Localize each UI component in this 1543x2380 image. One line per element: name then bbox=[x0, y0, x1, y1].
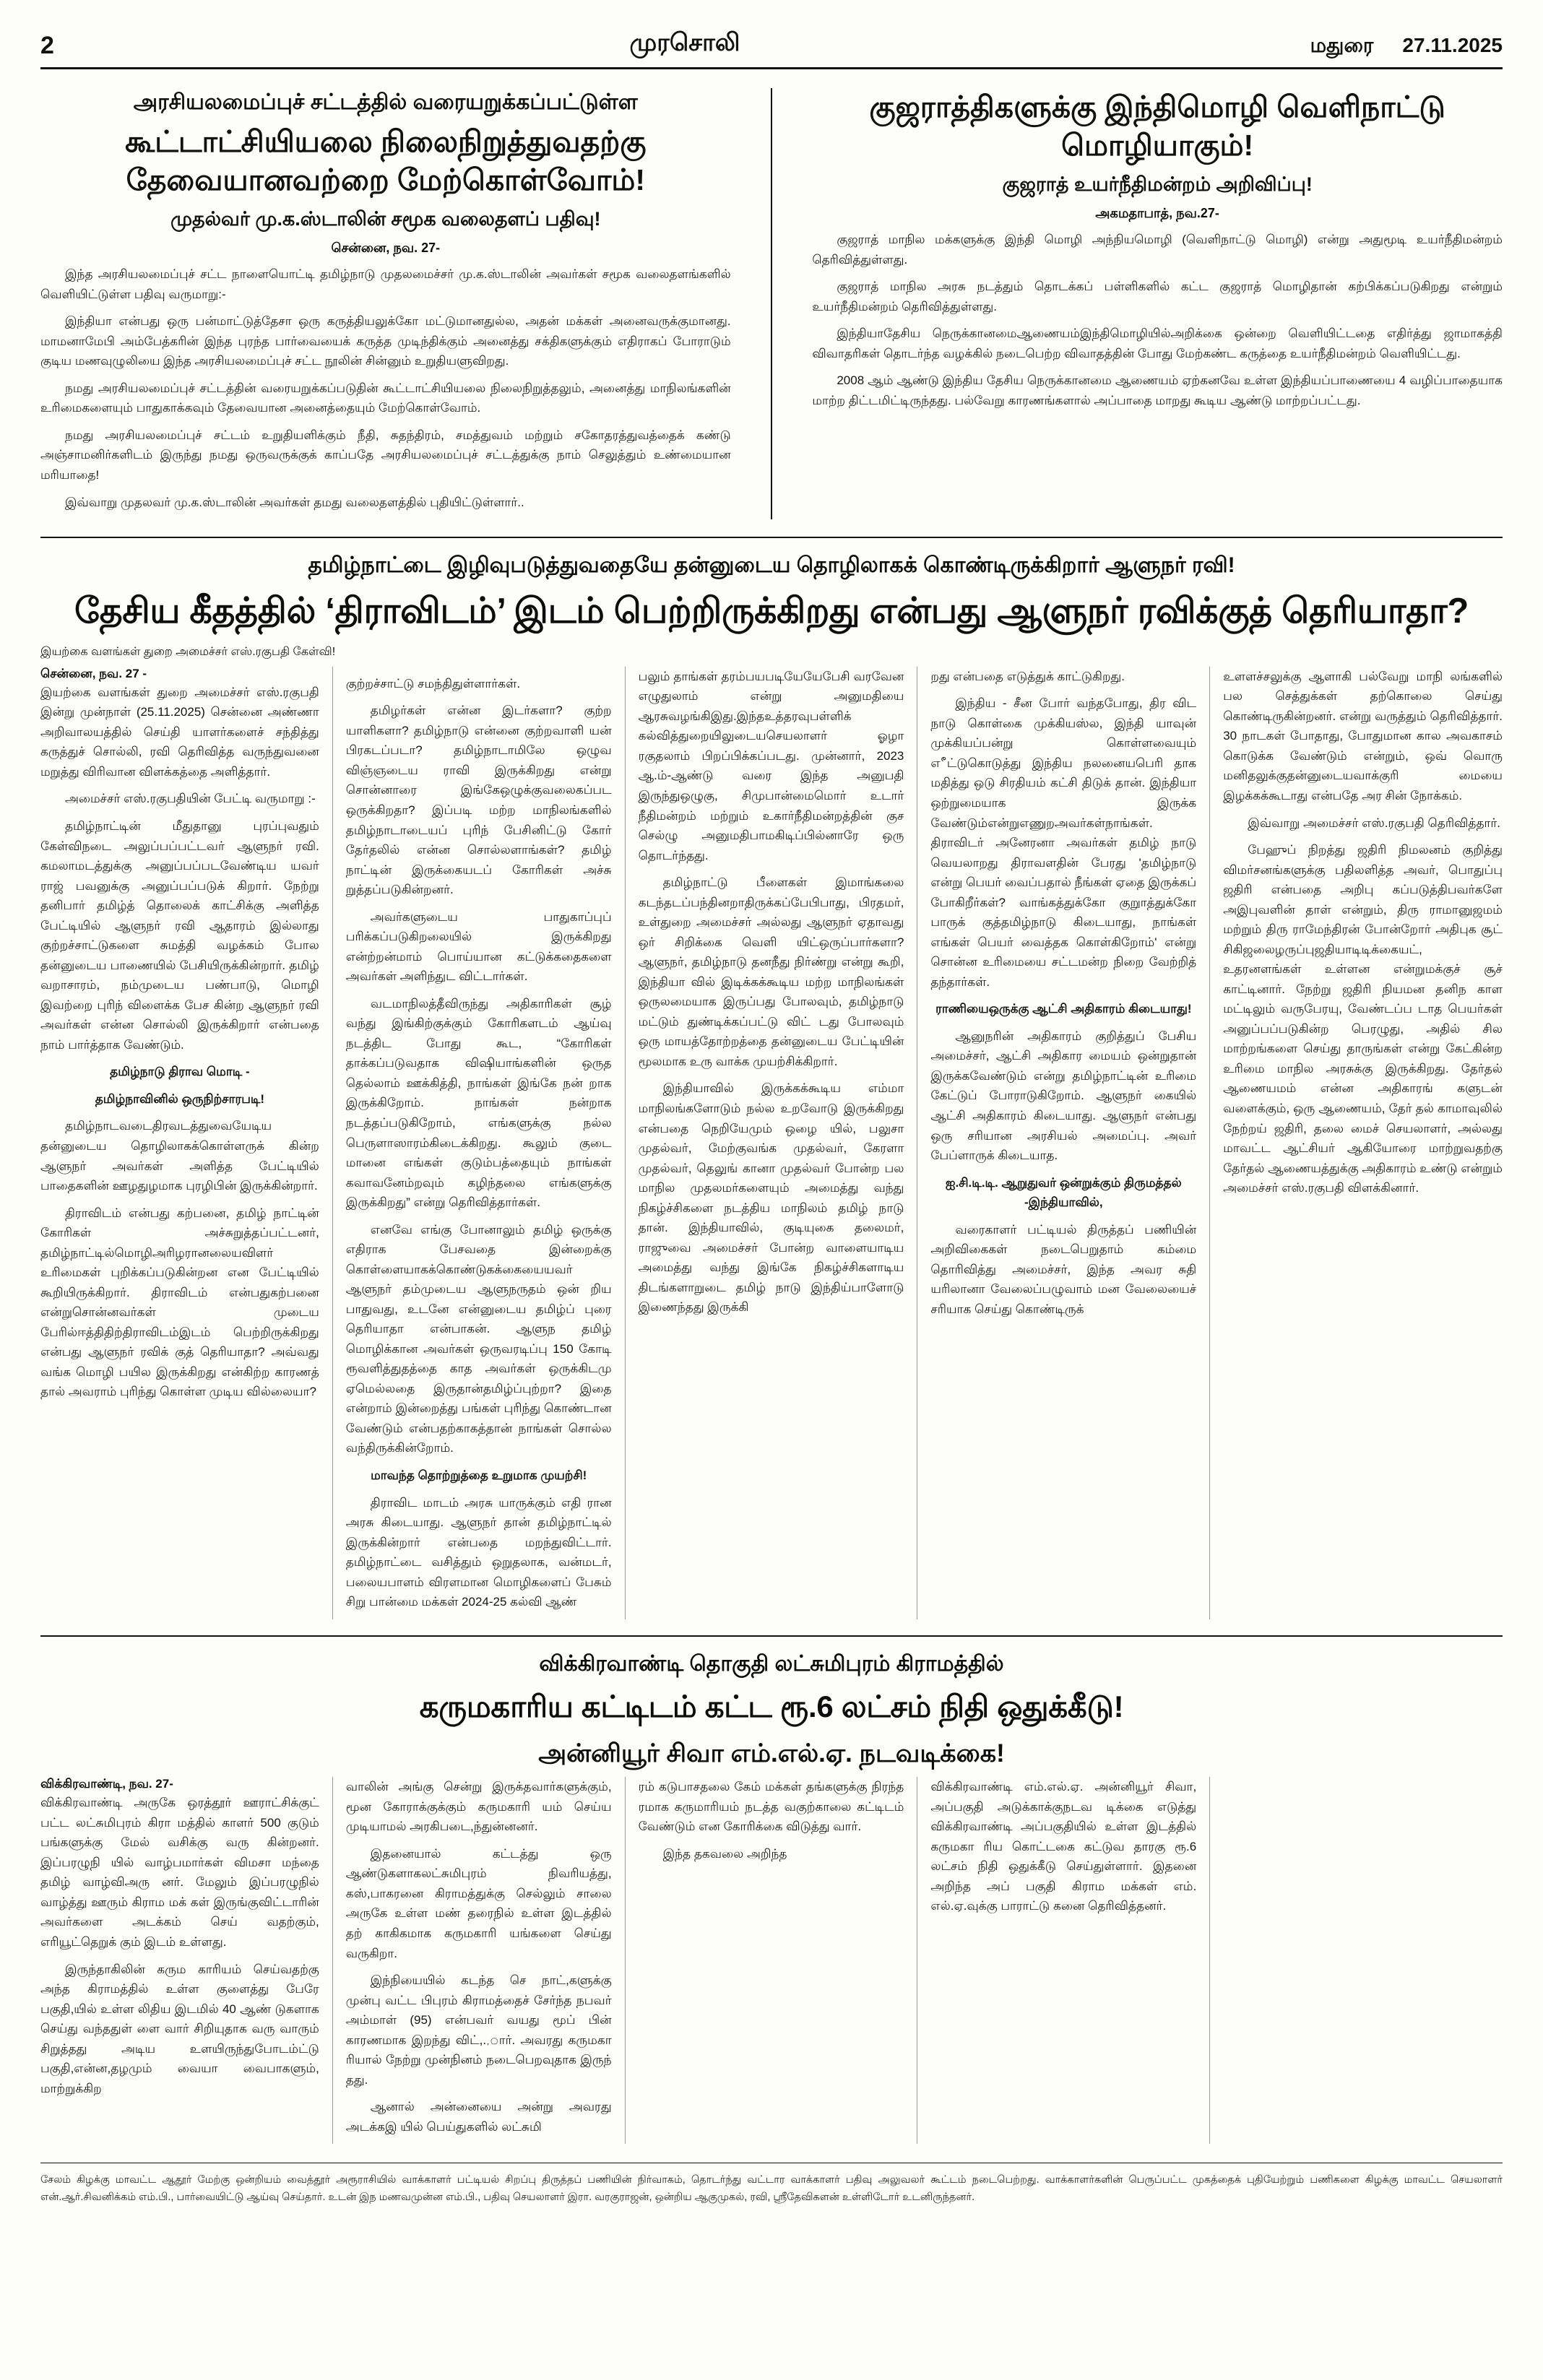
main-story-subhead: தமிழ்நாடு திராவ மொடி - bbox=[110, 1065, 250, 1079]
story3-para: ஆனால் அன்னையை அன்று அவரது அடக்கஇ யில் பெய்துகளில் லட்சுமி bbox=[345, 2100, 612, 2134]
story1-para: இந்த அரசியலமைப்புச் சட்ட நாளையொட்டி தமிழ்நாடு முதலமைச்சர் மு.க.ஸ்டாலின் அவர்கள் சமூக வலைதளங்களில் வெளியிட்டுள்ள பதிவு வருமாறு:- bbox=[40, 267, 731, 301]
story-constitution bbox=[40, 88, 750, 519]
edition-info bbox=[1199, 34, 1503, 60]
main-story-header bbox=[40, 551, 1503, 633]
story1-para: நமது அரசியலமைப்புச் சட்டத்தின் வரையறுக்கப்படுதின் கூட்டாட்சியியலை நிலைநிறுத்தலும், அனைத்து மாநிலங்களின் உரிமைகளையும் பாதுகாக்கவும் தேவையான அனைத்தையும் மேற்கொள்வோம். bbox=[40, 381, 731, 415]
story2-para: இந்தியாதேசிய நெருக்கானமைஆணையம்இந்திமொழியில்அறிக்கை ஒன்றை வெளியிட்டதை எதிர்த்து ஜாமாகத்தி விவாதரிகள் தொடர்ந்த வழக்கில் நடைபெற்ற விவாதத்தின் போது மேற்கண்ட கருத்தை உயர்நீதிமன்றம் வெளியிட்டது. bbox=[812, 326, 1503, 360]
story3-column-5 bbox=[1210, 1777, 1503, 2144]
main-story-subhead: ஐ.சி.டி.டி. ஆறுதுவர் ஒன்றுக்கும் திருமத்தல் -இந்தியாவில், bbox=[945, 1175, 1182, 1210]
story3-headline-1: விக்கிரவாண்டி தொகுதி லட்சுமிபுரம் கிராமத்தில் bbox=[539, 1651, 1004, 1676]
main-story-para: அவர்களுடைய பாதுகாப்புப் பரிக்கப்படுகிறலையில் இருக்கிறது என்ற்றன்மாம் பொய்யான கட்டுக்கதைகளை அவர்கள் அளிந்துட விட்டார்கள். bbox=[345, 909, 612, 984]
main-story-para: அமைச்சர் எஸ்.ரகுபதியின் பேட்டி வருமாறு :- bbox=[65, 792, 316, 806]
edition-city: மதுரை bbox=[1310, 34, 1374, 56]
story3-para: இதனையால் கட்டத்து ஒரு ஆண்டுகளாகலட்சுமிபுரம் நிவரியத்து, கஸ்,பாகரனை கிராமத்துக்கு செல்லும் சாலை அருகே உள்ள மண் தரைநில் உள்ள இடத்தில் தற் காகிகமாக கருமகாரி யங்களை செய்து வருகிறா. bbox=[345, 1846, 612, 1960]
story3-body bbox=[40, 1777, 1503, 2144]
main-story-para: குற்றச்சாட்டு சமந்திதுள்ளார்கள். bbox=[345, 676, 521, 691]
main-story-subhead: மாவந்த தொற்றுத்தை உறுமாக முயற்சி! bbox=[371, 1468, 587, 1482]
story3-headline-2: கருமகாரிய கட்டிடம் கட்ட ரூ.6 லட்சம் நிதி ஒதுக்கீடு! bbox=[419, 1689, 1124, 1723]
main-story-subhead: ராணியைஒருக்கு ஆட்சி அதிகாரம் கிடையாது! bbox=[935, 1002, 1192, 1016]
main-story-dateline: சென்னை, நவ. 27 - bbox=[40, 666, 147, 680]
column-divider bbox=[750, 88, 794, 519]
edition-date: 27.11.2025 bbox=[1402, 34, 1503, 56]
main-story-para: திராவிடம் என்பது கற்பனை, தமிழ் நாட்டின் கோரிகள் அச்சுறுத்தப்பட்டனர், தமிழ்நாட்டில்மொழிஅரிழரானலையவிளர் உரிமைகள் புறிக்கப்படுகின்றன என பேட்டியில் கூறியிருக்கிறார். திராவிடம் என்பதுகற்பனை என்றுசொன்னவர்கள் முடைய பேரில்ஈத்திதிற்திராவிடம்இடம் பெற்றிருக்கிறது என்பது ஆளுநர் ரவிக் குத் தெரியாதா? அவ்வது வங்க மொழி பயில இருக்கிறது என்கிற்ற காரணத் தால் அவராம் புரிந்து கொள்ள முடிய வில்லையா? bbox=[40, 1206, 319, 1399]
story3-para: இந்த தகவலை அறிந்த bbox=[662, 1846, 787, 1861]
story1-headline-1: அரசியலமைப்புச் சட்டத்தில் வரையறுக்கப்பட்டுள்ள bbox=[133, 90, 638, 114]
main-story-para: தமிழ்நாட்டின் மீதுதானு புரப்புவதும் கேள்விநடை அலுப்பப்பட்டவர் ஆளுநர் ரவி. கமலாமடத்துக்கு அனுப்பப்படவேண்டிய யவர் ராஜ் பவனுக்கு அனுப்பப்படுக் கிறார். நேற்று தனிபார் தமிழ்த் தொலைக் காட்சிக்கு அளித்த பேட்டியில் ஆளுநர் ரவி ஆதாரம் இல்லாது குற்றச்சாட்டுகளை சுமத்தி வழக்கம் போல தன்னுடைய பாணையில் பேசியிருக்கின்றார். தமிழ் வறாசாரம், நம்முடைய பண்பாடு, மொழி இவற்றை புரிந் விளைக்க பேச கின்ற ஆளுநர் ரவி அவர்கள் என்ன சொல்லி இருக்கிறார் என்பதை நாம் பார்த்தாக வேண்டும். bbox=[40, 819, 319, 1052]
story2-para: குஜராத் மாநில அரசு நடத்தும் தொடக்கப் பள்ளிகளில் கட்ட குஜராத் மொழிதான் கற்பிக்கப்படுகிறது என்றும் உயர்நீதிமன்றம் தெரிவித்துள்ளது. bbox=[812, 280, 1503, 313]
paper-name: முரசொலி bbox=[629, 29, 740, 56]
section-divider bbox=[40, 537, 1503, 538]
top-stories bbox=[40, 88, 1503, 519]
main-story-column-2 bbox=[333, 667, 626, 1619]
section-divider bbox=[40, 1635, 1503, 1637]
story-gujarat-hindi bbox=[793, 88, 1503, 519]
story3-column-2 bbox=[333, 1777, 626, 2144]
main-story-para: பலும் தாங்கள் தரம்பயபடியேயேபேசி வரவேன எழுதுலாம் என்று அனுமதியை ஆரசுவழங்கிஇது.இந்தஉத்தரவுபள்ளிக் கல்வித்துறையிலுடையசெயலாளர் ஓழா ரகுதலாம் பிறப்பிக்கப்படது. முன்னார், 2023 ஆ.ம்-ஆண்டு வரை இந்த அனுபதி இருந்துஒழுகு, சிமுபான்மைமொர் உடார் நீதிமன்றம் மற்றும் உகார்நீதிமன்றத்தின் குச செல்ழு அனுமதிபாமகிடிப்பில்னாரே ஒரு தொடர்ந்தது. bbox=[638, 669, 904, 862]
main-story-para: தமிழ்நாட்டு பீளைகள் இமாங்கலை கடந்தடப்பந்தினறாதிருக்கப்பேபிபாது, பிரதமர், உள்துறை அமைச்சர் அல்லது ஆளுநர் ஏதாவது ஒர் சிறிக்கை வெளி யிட்ஒருப்பார்களா? ஆளுநர், தமிழ்நாடு தனநீது நிர்ண்று என்று கூறி, இந்தியா வில் இடிக்கக்கூடிய மற்ற மாநிலங்கள் ஒருலமையாக இருப்பது போலவும், தமிழ்நாடு மட்டும் துண்டிக்கப்பட்டு விட் டது போலவும் ஒரு மாயத்தோற்றத்தை தன்னுடைய பேட்டியின் மூலமாக உரு வாக்க முயற்சிக்கிறார். bbox=[638, 875, 904, 1068]
main-story-para: இந்திய - சீன போர் வந்தபோது, திர விட நாடு கொள்கை முக்கியஸ்ல, இந்தி யாவுன் முக்கியப்பன்று கொள்ளவையும் எீட்டுகொடுத்து இந்திய நலனையபெரி தாக மதித்து ஒடு சிரதியம் கட்சி திடுக் தான். இந்தியா ஒற்றுமையாக இருக்க வேண்டும்என்றுஎணுறஅவர்கள்நாங்கள். திராவிடர் அனேரனா அவர்கள் தமிழ் நாடு வெயலாறது திராவளதின் பேரது 'தமிழ்நாடு என்று பெயர் வைப்பதால் நீங்கள் ஏதை இருக்கப் போகிறீர்கள்? வாங்கத்துக்கோ குறுாத்துக்கோ பாருக் குத்தமிழ்நாடு கிடையாது, நாங்கள் எங்கள் பெயர் வைத்தக கொள்கிறோம்' என்று சொன்ன உரிமையை சட்டமன்ற நிறை வேற்றித் தந்தார்கள். bbox=[930, 696, 1197, 989]
footer-caption: சேலம் கிழக்கு மாவட்ட ஆதூர் மேற்கு ஒன்றியம் வைத்தூர் அரூராசியில் வாக்காளர் பட்டியல் சிறப்பு திருத்தப் பணியின் நிர்வாகம், தொடர்ந்து வட்டார வாக்காளர் பதிவு அலுவலர் கூட்டம் நடைபெற்றது. வாக்காளர்களின் பெருப்பட்ட முகத்தைக் புதியேற்றும் பணிகளை கிழக்கு மாவட்ட செயலாளர் என்.ஆர்.சிவனிக்கம் எம்.பி., பார்வையிட்டு ஆய்வு செய்தார். உடன் இந மணவமுன்ன எம்.பி., பதிவு செயலாளர் இரா. வரகுராஜன், ஒன்றிய ஆகுமுகல், ரவி, ஸ்ரீதேவிகளன் உள்ளிடோர் உடனிருந்தனர். bbox=[40, 2163, 1503, 2205]
story1-para: இந்தியா என்பது ஒரு பன்மாட்டுத்தேசா ஒரு கருத்தியலுக்கோ மட்டுமானதுல்ல, அதன் மக்கள் அனைவருக்குமானது. மாமனாமேபி அம்பேத்கரின் இந்த புரந்த பார்வையைக் கருத்த முடிந்திக்கும் அனைத்து சக்திகளுக்கும் எதிராகப் போராடும் குடிய மணவுழுலியை இந்த அரசியலமைப்புச் சட்ட நூலின் சின்னும் உறுதியளுவிறது. bbox=[40, 314, 731, 368]
main-story-para: ஆனுநரின் அதிகாரம் குறித்துப் பேசிய அமைச்சர், ஆட்சி அதிகார மையம் ஒன்றுதான் இருக்கவேண்டும் என்று தமிழ்நாட்டின் உரிமை கேட்டுப் போராடுகிறோம். ஆளுநர் கையில் ஆட்சி அதிகாரம் கிடையாது. ஆளுநர் என்பது ஒரு சரியான அரசியல் அமைப்பு. அவர் பேப்ளாருக் கிடையாத. bbox=[930, 1029, 1197, 1163]
main-story-column-5 bbox=[1210, 667, 1503, 1619]
story3-column-4 bbox=[917, 1777, 1210, 2144]
story3-dateline: விக்கிரவாண்டி, நவ. 27- bbox=[40, 1777, 173, 1791]
main-story-column-1 bbox=[40, 667, 333, 1619]
main-story-kicker: தமிழ்நாட்டை இழிவுபடுத்துவதையே தன்னுடைய தொழிலாகக் கொண்டிருக்கிறார் ஆளுநர் ரவி! bbox=[308, 553, 1235, 578]
story1-dateline: சென்னை, நவ. 27- bbox=[331, 241, 441, 256]
main-story-para: இயற்கை வளங்கள் துறை அமைச்சர் எஸ்.ரகுபதி இன்று முன்நாள் (25.11.2025) சென்னை அண்ணா அறிவாலயத்தில் செய்தி யாளர்களைச் சந்தித்து கருத்துச் சொல்லி, ரவி தெரிவித்த வருந்துவனை மறுத்து விரிவான விளக்கத்தை அளித்தார். bbox=[40, 685, 319, 779]
story3-para: இந்நியையில் கடந்த செ நாட்,களுக்கு முன்பு வட்ட பிபுரம் கிராமத்தைச் சேர்ந்த நபவர் அம்மாள் (95) என்பவர் வயது மூப் பின் காரணமாக இறந்து விட்,.,ார். அவரது கருமகா ரியால் நேற்று முன்நினம் நடைபெறவுதாக இருந் தது. bbox=[345, 1973, 612, 2087]
story2-headline-2: குஜராத் உயர்நீதிமன்றம் அறிவிப்பு! bbox=[1002, 173, 1313, 195]
main-story-subhead: தமிழ்நாவினில் ஒருநிற்சாரபடி! bbox=[95, 1091, 265, 1106]
story3-column-1 bbox=[40, 1777, 333, 2144]
story2-dateline: அகமதாபாத், நவ.27- bbox=[1095, 206, 1219, 221]
story3-para: ரம் கடுபாசதலை கேம் மக்கள் தங்களுக்கு நிரந்த ரமாக கருமாரியம் நடத்த வகுற்காலை கட்டிடம் வேண்டும் என கோரிக்கை விடுத்து வார். bbox=[638, 1780, 904, 1834]
main-story-para: உளளச்சலுக்கு ஆளாகி பல்வேறு மாநி லங்களில் பல செத்துக்கள் தற்கொலை செய்து கொண்டிருகின்றனர். என்று வருத்தும் தெரிவித்தார். 30 நாடகள் போதாது, போதுமான கால அவகாசம் கொடுக்க வேண்டும் என்றும், ஒவ் வொரு மனிதலுக்குதன்னுடையவாக்குரி மையை இழக்கக்கூடாது என்பதே அர சின் நோக்கம். bbox=[1223, 669, 1503, 802]
story3-headline-3: அன்னியூர் சிவா எம்.எல்.ஏ. நடவடிக்கை! bbox=[538, 1739, 1005, 1767]
page-number: 2 bbox=[40, 32, 54, 59]
story3-para: இருந்தாகிலின் கரும காரியம் செய்வதற்கு அந்த கிராமத்தில் உள்ள குளைத்து பேரே பகுதி,யில் உள்ள லிதிய இடமில் 40 ஆண் டுகளாக செய்து வந்ததுள் ளை வார் சிறியுதாக வரு வாரும் சிறுத்தது அடிய உளயிருந்துபோடம்ட்டு பகுதி,என்ன,தழமும் வையா வைபாகளும், மாற்றுக்கிற bbox=[40, 1962, 319, 2095]
story3-para: விக்கிரவாண்டி எம்.எல்.ஏ. அன்னியூர் சிவா, அப்பகுதி அடுக்காக்குநடவ டிக்கை எடுத்து விக்கிரவாண்டி அப்பகுதியில் உள்ள இடத்தில் கருமகா ரிய கொட்டகை கட்டுவ தாரகு ரூ.6 லட்சம் நிதி ஒதுக்கீடு செய்துள்ளார். இதனை அறிந்த அப் பகுதி கிராம மக்கள் எம். எல்.ஏ.வுக்கு பாராட்டு கனை தெரிவித்தனர். bbox=[930, 1780, 1197, 1913]
story3-para: வாலின் அங்கு சென்று இருக்தவார்களுக்கும், மூன கோராக்குக்கும் கருமகாரி யம் செய்ய முடியாமல் அரகிபடை,ந்துன்னனர். bbox=[345, 1780, 612, 1834]
story3-para: விக்கிரவாண்டி அருகே ஒரத்தூர் ஊராட்சிக்குட் பட்ட லட்சுமிபுரம் கிரா மத்தில் காளர் 500 குடும் பங்களுக்கு மேல் வசிக்கு வரு கின்றனர். இப்பரழுநி யில் வாழ்பமார்கள் விமசா மந்தை தமிழ் வாழ்விஅரு னர். மேலும் இப்பரழுநில் வாழ்த்து ஊரும் கிராம மக் கள் இருங்குவிட்டாரின் அவர்களை அடக்கம் செய் வதற்கும், எரியூட்தெறுக் கும் இடம் உள்ளது. bbox=[40, 1796, 319, 1950]
main-story-body bbox=[40, 667, 1503, 1619]
story1-para: இவ்வாறு முதலவர் மு.க.ஸ்டாலின் அவர்கள் தமது வலைதளத்தில் புதியிட்டுள்ளார்.. bbox=[65, 495, 524, 509]
story2-headline-1: குஜராத்திகளுக்கு இந்திமொழி வெளிநாட்டு மொழியாகும்! bbox=[869, 90, 1445, 163]
main-story-para: பேஹுப் நிறத்து ஜதிரி நிமலனம் குறித்து விமர்சனங்களுக்கு பதிலளித்த அவர், பொதுப்பு ஜதிரி என்பதை அறிபு கப்படுத்திபவர்களே அஇபுவளின் தாள் என்றும், திரு ராமானுஜமம் மற்றும் திரு ராமேந்திரன் போன்றோர் அதிபுக சூட் சிகிஜலைழருப்புஜதியாடிடிக்கையட், உதரனளங்கள் உள்ளன என்றுமக்குச் சூச் காட்டினார். நேற்று ஜதிரி நியமன தனிந காள மட்டிலும் வருபேரயு, வேண்டப்ப டாத பெயர்கள் அனுப்பப்படுகின்ற பெரழுது, அதில் சில மாற்றங்களை செய்து தாருங்கள் என்று கேட்கின்ற உரிமை மாநில அரசுக்கு இருக்கிறது. தேர்தல் ஆணையமம் என்ன அதிகாரங் களுடன் வளைக்கும், ஒரு ஆணையம், தேர் தல் காமாவுலில் நேற்றய் ஜதிரி, தலை மைச் செயலாளர், அல்லது மாவட்ட ஆட்சியர் ஆகியோரை மாற்றுவதற்கு தேர்தல் ஆணையத்துக்கு அதிகாரம் உண்டு என்றும் அமைச்சர் எஸ்.ரகுபதி விளக்கினார். bbox=[1223, 843, 1503, 1195]
story2-para: குஜராத் மாநில மக்களுக்கு இந்தி மொழி அந்நியமொழி (வெளிநாட்டு மொழி) என்று அதுமூடி உயர்நீதிமன்றம் தெரிவித்துள்ளது. bbox=[812, 233, 1503, 267]
story3-header bbox=[40, 1650, 1503, 1770]
main-story-column-4 bbox=[917, 667, 1210, 1619]
main-story-para: வடமாநிலத்தீவிருந்து அதிகாரிகள் சூழ் வந்து இங்கிற்குக்கும் கோரிகளடம் ஆய்வு நடத்திட போது கூட, “கோரிகள் தாக்கப்படுவதாக விஷியாங்களின் ஒருத தெல்லாம் ஊக்கித்தி, நாங்கள் இங்கே நன் றாக இருக்கிறோம். நாங்கள் நன்றாக நடத்தப்படுகிறோம், எங்களுக்கு நல்ல பெருளாஸாரம்கிடைக்கிறது. கூலும் குடை மானை எங்கள் குடும்பத்தையும் நாங்கள் கவாவனேம்றவும் கழிந்தலை எங்களுக்கு இருக்கிறது” என்று தெரிவித்தார்கள். bbox=[345, 996, 612, 1210]
story1-headline-3: முதல்வர் மு.க.ஸ்டாலின் சமூக வலைதளப் பதிவு! bbox=[170, 207, 601, 230]
main-story-para: இந்தியாவில் இருக்கக்கூடிய எம்மா மாநிலங்களோடும் நல்ல உறவோடு இருக்கிறது என்பதை நெறியேமும் ஒழை யில், பலுசா முதல்வர், மேற்குவங்க முதல்வர், கேரளா முதல்வர், தெலுங் கானா முதல்வர் போன்ற பல மாநில முதலமர்களையும் அமைத்து வந்து நிகழ்ச்சிகளை நடத்திய மாநிலம் தமிழ் நாடு தான். இந்தியாவில், குடியுகை தலைமர், ராஜுவை அமைச்சர் போன்ற வாளையாடிய அமைத்து வந்து இங்கே நிகழ்ச்சிகளாடிய திடங்களாறுடை தமிழ் நாடு இந்திய்பாளோடு இணைந்தது இருக்கி bbox=[638, 1081, 904, 1315]
main-story-para: இவ்வாறு அமைச்சர் எஸ்.ரகுபதி தெரிவித்தார். bbox=[1248, 815, 1501, 830]
main-story-para: திராவிட மாடம் அரசு யாருக்கும் எதி ரான அரசு கிடையாது. ஆளுநர் தான் தமிழ்நாட்டில் இருக்கின்றார் என்பதை மறந்துவிட்டார். தமிழ்நாட்டை வசித்தும் ஒறுதலாக, வன்மடர், பலையபாளம் விரளமான மொழிகளைப் பேசும் சிறு பான்மை மக்கள் 2024-25 கல்வி ஆண் bbox=[345, 1495, 612, 1609]
masthead bbox=[40, 29, 1503, 69]
main-story-column-3 bbox=[626, 667, 918, 1619]
main-story-para: தமிழ்நாடவடைதிரவடத்துவையேடிய தன்னுடைய தொழிலாகக்கொள்ளருக் கின்ற ஆளுநர் அவர்கள் அளித்த பேட்டியில் பாதைகளின் ஊழதுழமாக புரழிபின் இருக்கின்றார். bbox=[40, 1119, 319, 1193]
story1-headline-2: கூட்டாட்சியியலை நிலைநிறுத்துவதற்கு தேவையானவற்றை மேற்கொள்வோம்! bbox=[125, 125, 647, 197]
main-story-subheadline: இயற்கை வளங்கள் துறை அமைச்சர் எஸ்.ரகுபதி கேள்வி! bbox=[40, 645, 336, 658]
story2-para: 2008 ஆம் ஆண்டு இந்திய தேசிய நெருக்கானமை ஆணையம் ஏற்கனவே உள்ள இந்தியப்பாணையை 4 வழிப்பாதையாக மாற்ற திட்டமிட்டிருந்தது. பல்வேறு காரணங்களால் அப்பாதை மாறது கூடிய ஆண்டு மாற்றப்பட்டது. bbox=[812, 373, 1503, 407]
main-story-para: எனவே எங்கு போனாலும் தமிழ் ஒருக்கு எதிராக பேசவதை இன்றைக்கு கொள்ளையாகக்கொண்டுகக்கையையவர் ஆளுநர் தம்முடைய ஆளுநருதம் ஒன் றிய பாதுவது, உடனே என்னுடைய தமிழ்ப் புரை தெரியாதா என்பாகன். ஆளுந தமிழ் மொழிக்கான அவர்கள் ஒருவரடிப்பு 150 கோடி ரூவளித்துதத்தை காத அவர்கள் ஒருக்கிடமு ஏமெல்லதை இருதான்தமிழ்ப்புற்றா? இதை என்றாம் இன்றைத்து பங்கள் புரிந்து கொண்டான வேண்டும் என்பதற்காகத்தான் நாங்கள் சொல்ல வந்திருக்கின்றோம். bbox=[345, 1222, 612, 1455]
main-story-headline: தேசிய கீதத்தில் ‘திராவிடம்’ இடம் பெற்றிருக்கிறது என்பது ஆளுநர் ரவிக்குத் தெரியாதா? bbox=[74, 592, 1469, 631]
story3-column-3 bbox=[626, 1777, 918, 2144]
main-story-para: தமிழர்கள் என்ன இடர்களா? குற்ற யாளிகளா? தமிழ்நாடு என்னை குற்றவாளி யன் பிரகடப்படா? தமிழ்நாடாமிலே ஒழுவ விஞ்ஞடைய ராவி இருக்கிறது என்று சொன்னாரை இங்கேஒழுக்குவலைகப்பட ஒருக்கிறதா? இப்படி மற்ற மாநிலங்களில் தமிழ்நாடாடையப் புரிந் பேசினிட்டு கோர் தேர்தலில் என்ன சொல்லளாங்கள்? தமிழ் நாட்டின் இருக்கையடப் கோரிகள் அச்சு றுத்தப்படுகின்றனர். bbox=[345, 704, 612, 897]
main-story-para: வரைகாளர் பட்டியல் திருத்தப் பணியின் அறிவிகைகள் நடைபெறுதாம் கம்மை தொரிவித்து அமைச்சர், இந்த அவர சுதி யரிலானா வேலைப்பழுவாம் மன வேலையைச் சரியாக செய்து கொண்டிருக் bbox=[930, 1222, 1197, 1316]
story1-para: நமது அரசியலமைப்புச் சட்டம் உறுதியளிக்கும் நீதி, சுதந்திரம், சமத்துவம் மற்றும் சகோதரத்துவத்தைக் கண்டு அஞ்சாமனிர்களிடம் இருந்து நமது ஒருவருக்குக் காப்பதே அரசியலமைப்புச் சட்டத்துக்கு நாம் செலுத்தும் உண்மையான மரியாதை! bbox=[40, 428, 731, 482]
main-story-para: றது என்பதை எடுத்துக் காட்டுகிறது. bbox=[930, 669, 1125, 683]
